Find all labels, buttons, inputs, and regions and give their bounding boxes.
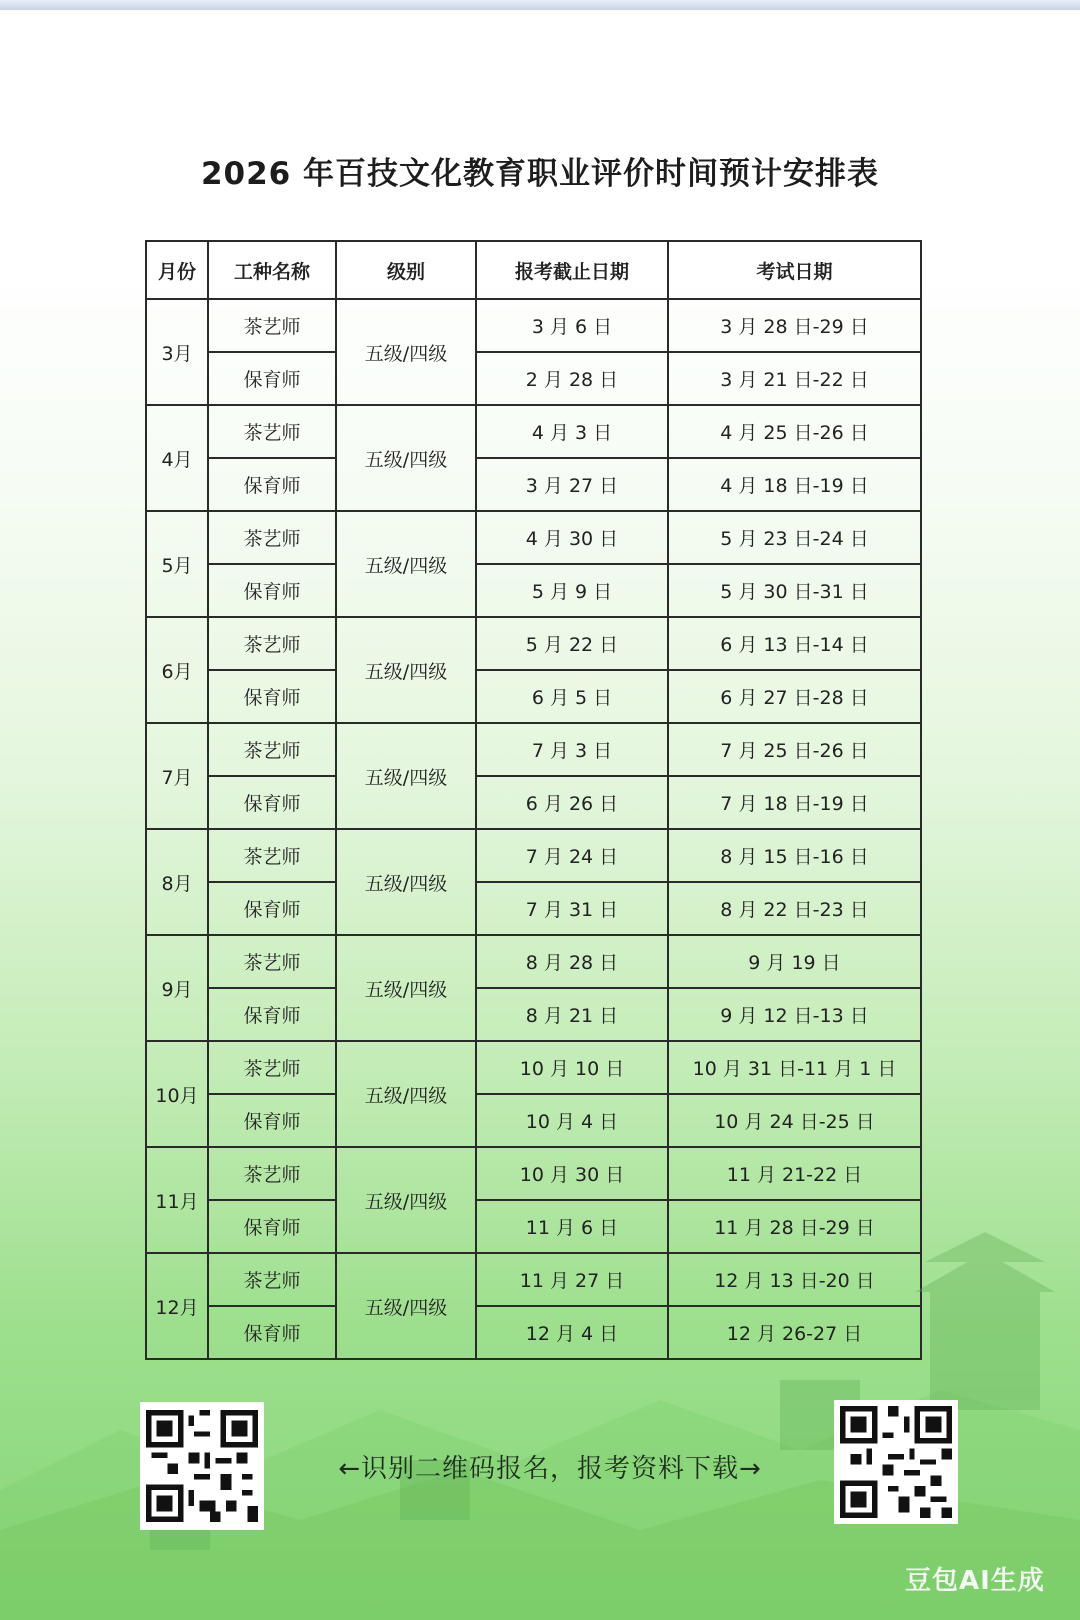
month-cell: 7月 <box>146 723 208 829</box>
schedule-table <box>145 240 922 1360</box>
month-cell: 6月 <box>146 617 208 723</box>
table-row <box>146 458 921 511</box>
deadline-cell: 4 月 30 日 <box>476 511 668 564</box>
exam-cell: 9 月 19 日 <box>668 935 921 988</box>
exam-cell: 4 月 25 日-26 日 <box>668 405 921 458</box>
table-row <box>146 988 921 1041</box>
header-deadline: 报考截止日期 <box>476 241 668 299</box>
header-exam-date: 考试日期 <box>668 241 921 299</box>
exam-cell: 7 月 25 日-26 日 <box>668 723 921 776</box>
month-cell: 9月 <box>146 935 208 1041</box>
job-cell: 茶艺师 <box>208 1041 336 1094</box>
job-cell: 保育师 <box>208 988 336 1041</box>
job-cell: 茶艺师 <box>208 1147 336 1200</box>
table-row <box>146 1147 921 1200</box>
job-cell: 茶艺师 <box>208 829 336 882</box>
exam-cell: 5 月 23 日-24 日 <box>668 511 921 564</box>
exam-cell: 12 月 26-27 日 <box>668 1306 921 1359</box>
table-row <box>146 511 921 564</box>
deadline-cell: 7 月 3 日 <box>476 723 668 776</box>
level-cell: 五级/四级 <box>336 511 476 617</box>
job-cell: 茶艺师 <box>208 299 336 352</box>
table-row <box>146 935 921 988</box>
deadline-cell: 2 月 28 日 <box>476 352 668 405</box>
job-cell: 茶艺师 <box>208 511 336 564</box>
table-row <box>146 1094 921 1147</box>
table-row <box>146 617 921 670</box>
table-row <box>146 352 921 405</box>
deadline-cell: 6 月 5 日 <box>476 670 668 723</box>
ai-watermark: 豆包AI生成 <box>905 1566 1045 1596</box>
job-cell: 保育师 <box>208 1094 336 1147</box>
deadline-cell: 7 月 24 日 <box>476 829 668 882</box>
level-cell: 五级/四级 <box>336 1147 476 1253</box>
month-cell: 11月 <box>146 1147 208 1253</box>
deadline-cell: 6 月 26 日 <box>476 776 668 829</box>
deadline-cell: 3 月 6 日 <box>476 299 668 352</box>
page-title: 2026 年百技文化教育职业评价时间预计安排表 <box>200 156 880 192</box>
level-cell: 五级/四级 <box>336 299 476 405</box>
deadline-cell: 5 月 9 日 <box>476 564 668 617</box>
deadline-cell: 8 月 28 日 <box>476 935 668 988</box>
month-cell: 10月 <box>146 1041 208 1147</box>
table-row <box>146 1041 921 1094</box>
deadline-cell: 10 月 10 日 <box>476 1041 668 1094</box>
exam-cell: 8 月 15 日-16 日 <box>668 829 921 882</box>
job-cell: 保育师 <box>208 564 336 617</box>
qr-code-right[interactable] <box>834 1400 958 1524</box>
job-cell: 茶艺师 <box>208 405 336 458</box>
job-cell: 保育师 <box>208 352 336 405</box>
level-cell: 五级/四级 <box>336 617 476 723</box>
job-cell: 保育师 <box>208 1306 336 1359</box>
table-row <box>146 670 921 723</box>
exam-cell: 6 月 13 日-14 日 <box>668 617 921 670</box>
deadline-cell: 10 月 30 日 <box>476 1147 668 1200</box>
level-cell: 五级/四级 <box>336 935 476 1041</box>
month-cell: 12月 <box>146 1253 208 1359</box>
qr-hint-text: ←识别二维码报名，报考资料下载→ <box>338 1454 762 1484</box>
month-cell: 4月 <box>146 405 208 511</box>
table-row <box>146 299 921 352</box>
level-cell: 五级/四级 <box>336 829 476 935</box>
job-cell: 茶艺师 <box>208 1253 336 1306</box>
job-cell: 保育师 <box>208 458 336 511</box>
exam-cell: 6 月 27 日-28 日 <box>668 670 921 723</box>
exam-cell: 11 月 28 日-29 日 <box>668 1200 921 1253</box>
deadline-cell: 4 月 3 日 <box>476 405 668 458</box>
qr-code-left[interactable] <box>140 1402 264 1530</box>
qr-code-icon <box>146 1408 258 1524</box>
job-cell: 保育师 <box>208 670 336 723</box>
level-cell: 五级/四级 <box>336 1041 476 1147</box>
month-cell: 5月 <box>146 511 208 617</box>
exam-cell: 12 月 13 日-20 日 <box>668 1253 921 1306</box>
table-row <box>146 776 921 829</box>
exam-cell: 5 月 30 日-31 日 <box>668 564 921 617</box>
deadline-cell: 12 月 4 日 <box>476 1306 668 1359</box>
table-row <box>146 723 921 776</box>
deadline-cell: 11 月 6 日 <box>476 1200 668 1253</box>
deadline-cell: 3 月 27 日 <box>476 458 668 511</box>
table-row <box>146 405 921 458</box>
deadline-cell: 10 月 4 日 <box>476 1094 668 1147</box>
exam-cell: 11 月 21-22 日 <box>668 1147 921 1200</box>
level-cell: 五级/四级 <box>336 723 476 829</box>
qr-code-icon <box>840 1406 952 1518</box>
table-row <box>146 564 921 617</box>
deadline-cell: 5 月 22 日 <box>476 617 668 670</box>
job-cell: 保育师 <box>208 776 336 829</box>
exam-cell: 9 月 12 日-13 日 <box>668 988 921 1041</box>
job-cell: 茶艺师 <box>208 617 336 670</box>
deadline-cell: 11 月 27 日 <box>476 1253 668 1306</box>
exam-cell: 3 月 28 日-29 日 <box>668 299 921 352</box>
table-row <box>146 829 921 882</box>
header-level: 级别 <box>336 241 476 299</box>
deadline-cell: 8 月 21 日 <box>476 988 668 1041</box>
job-cell: 茶艺师 <box>208 935 336 988</box>
table-row <box>146 882 921 935</box>
month-cell: 8月 <box>146 829 208 935</box>
top-edge-band <box>0 0 1080 10</box>
exam-cell: 4 月 18 日-19 日 <box>668 458 921 511</box>
exam-cell: 3 月 21 日-22 日 <box>668 352 921 405</box>
job-cell: 保育师 <box>208 882 336 935</box>
header-row <box>146 241 921 299</box>
header-job: 工种名称 <box>208 241 336 299</box>
job-cell: 茶艺师 <box>208 723 336 776</box>
exam-cell: 10 月 24 日-25 日 <box>668 1094 921 1147</box>
header-month: 月份 <box>146 241 208 299</box>
exam-cell: 7 月 18 日-19 日 <box>668 776 921 829</box>
exam-cell: 10 月 31 日-11 月 1 日 <box>668 1041 921 1094</box>
level-cell: 五级/四级 <box>336 1253 476 1359</box>
month-cell: 3月 <box>146 299 208 405</box>
job-cell: 保育师 <box>208 1200 336 1253</box>
exam-cell: 8 月 22 日-23 日 <box>668 882 921 935</box>
level-cell: 五级/四级 <box>336 405 476 511</box>
deadline-cell: 7 月 31 日 <box>476 882 668 935</box>
